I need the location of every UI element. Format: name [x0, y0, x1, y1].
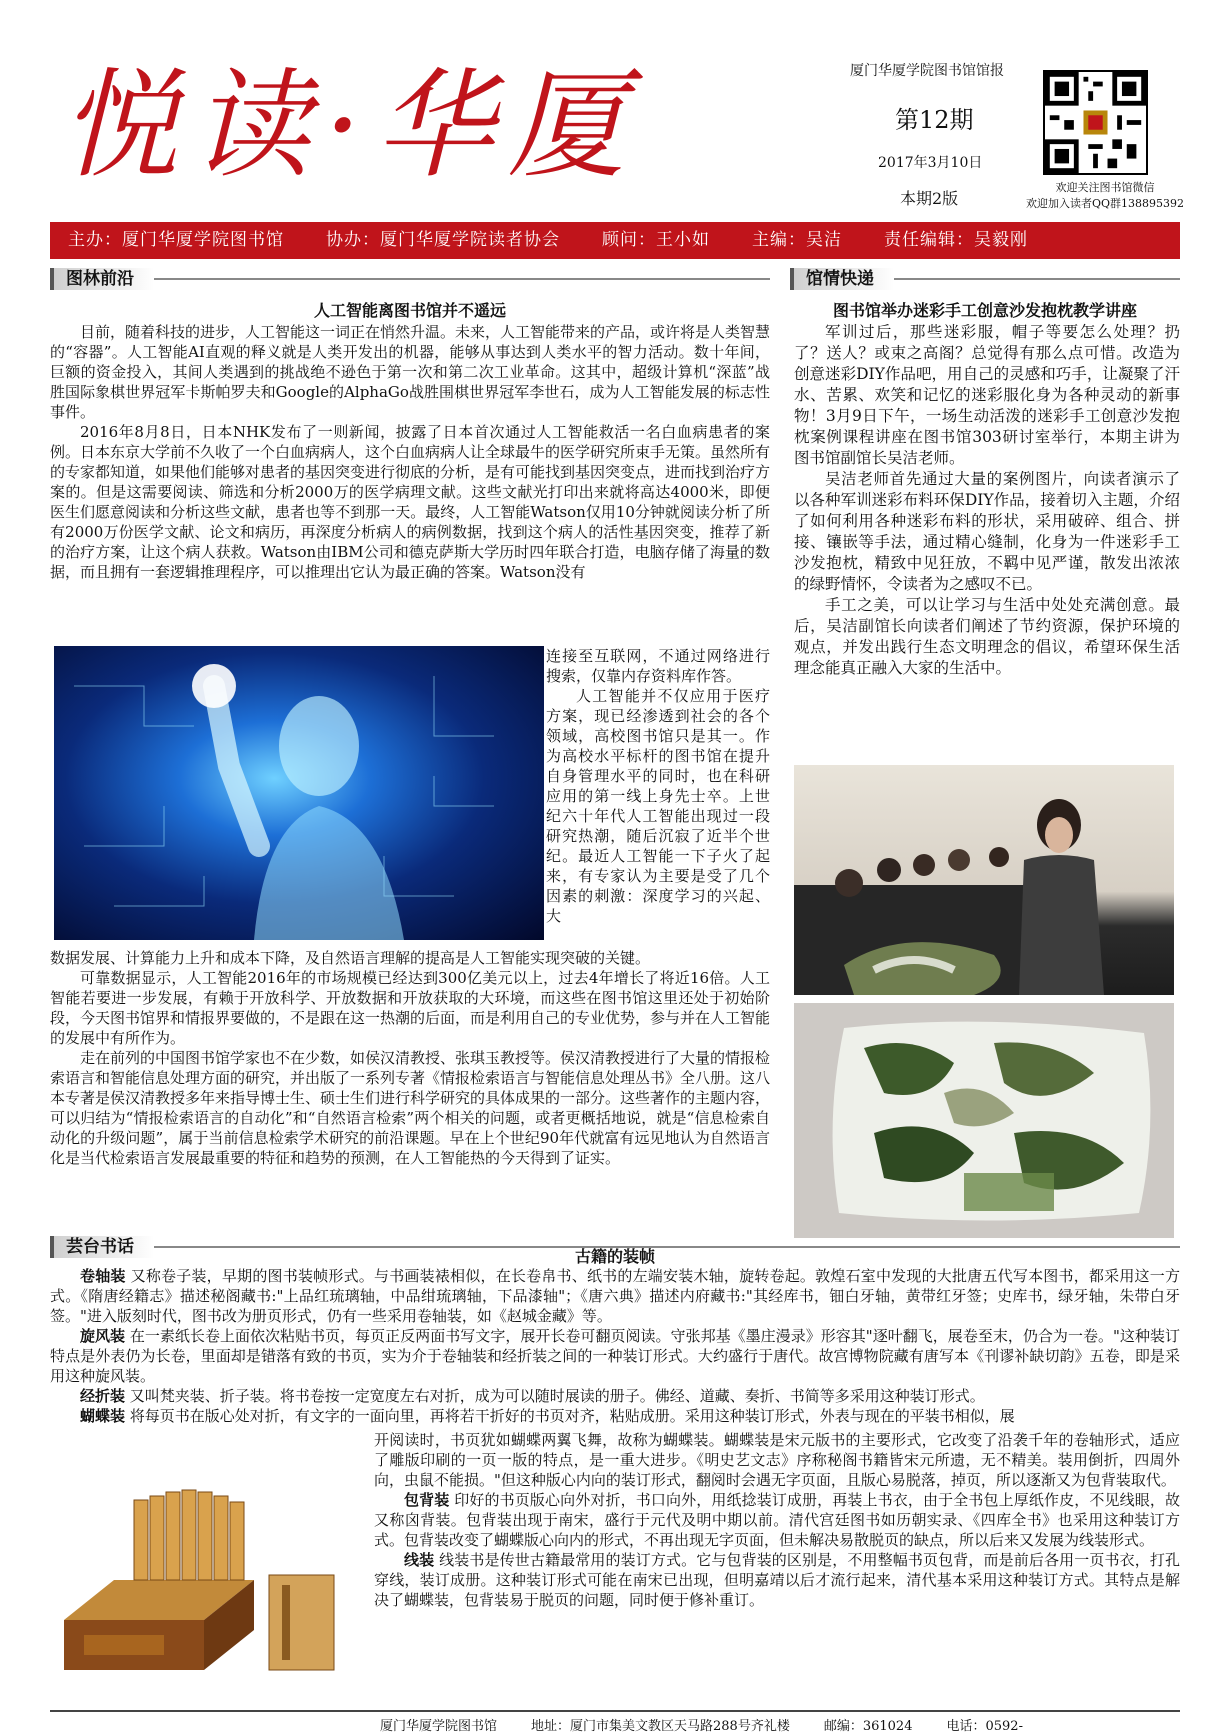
article-body-ai-bottom: [50, 948, 770, 1168]
masthead-title: 悦读·华厦: [60, 56, 640, 194]
footer: [50, 1710, 1180, 1734]
credit-editor: 主编：吴洁: [752, 230, 842, 250]
paragraph: 目前，随着科技的进步，人工智能这一词正在悄然升温。未来，人工智能带来的产品，或许将是人类智慧的“容器”。人工智能AI直观的释义就是人类开发出的机器，能够从事达到人类水平的智力活动。数十年间，巨额的资金投入，其间人类遇到的挑战绝不逊色于第一次和第二次工业革命。这其中，超级计算机“深蓝”战胜国际象棋世界冠军卡斯帕罗夫和Google的AlphaGo战胜围棋世界冠军李世石，成为人工智能发展的标志性事件。: [50, 323, 771, 421]
paragraph: [374, 1550, 1180, 1610]
section-label-left: 图林前沿: [50, 268, 154, 290]
page-count: 本期2版: [900, 189, 959, 208]
qr-code-icon: [1043, 70, 1148, 175]
term-body: 印好的书页版心向外对折，书口向外，用纸捻装订成册，再装上书衣，由于全书包上厚纸作皮，不见线眼，故又称囟背装。包背装出现于南宋，盛行于元代及明中期以前。清代宫廷图书如历朝实录、《四库全书》也采用这种装订方式。包背装改变了蝴蝶版心向内的形式，不再出现无字页面，但未解决易散脱页的缺点，所以后来又发展为线装形式。: [374, 1491, 1180, 1549]
paragraph: 2016年8月8日，日本NHK发布了一则新闻，披露了日本首次通过人工智能救活一名白血病患者的案例。日本东京大学前不久收了一个白血病病人，这个白血病病人让全球最牛的医学研究所束手无策。虽然所有的专家都知道，如果他们能够对患者的基因突变进行彻底的分析，是有可能找到基因突变点，进而找到治疗方案的。但是这需要阅读、筛选和分析2000万的医学病理文献。这些文献光打印出来就将高达4000米，即便医生们愿意阅读和分析这些文献，患者也等不到那一天。最终，人工智能Watson仅用10分钟就阅读分析了所有2000万份医学文献、论文和病历，再深度分析病人的病例数据，找到这个病人的活性基因突变，推荐了新的治疗方案，让这个病人获救。Watson由IBM公司和德克萨斯大学历时四年联合打造，电脑存储了海量的数据，而且拥有一套逻辑推理程序，可以推理出它认为最正确的答案。Watson没有: [50, 423, 771, 581]
article-title-binding: 古籍的装帧: [574, 1247, 655, 1266]
article-body-camo: [794, 322, 1180, 679]
term-wrapped-back: 包背装: [404, 1491, 450, 1509]
credit-co: 协办：厦门华厦学院读者协会: [326, 230, 560, 250]
term-body: 线装书是传世古籍最常用的装订方式。它与包背装的区别是，不用整幅书页包背，而是前后各用一页书衣，打孔穿线，装订成册。这种装订形式可能在南宋已出现，但明嘉靖以后才流行起来，清代基本采用这种装订方式。其特点是解决了蝴蝶装，包背装易于脱页的问题，同时便于修补重订。: [374, 1551, 1180, 1609]
publisher-name: 厦门华厦学院图书馆馆报: [850, 63, 1004, 79]
issue-number: 第12期: [895, 106, 974, 134]
credit-host: 主办：厦门华厦学院图书馆: [68, 230, 284, 250]
term-body: 在一素纸长卷上面依次粘贴书页，每页正反两面书写文字，展开长卷可翻页阅读。守张邦基《墨庄漫录》形容其"逐叶翻飞，展卷至末，仍合为一卷。"这种装订特点是外表仍为长卷，里面却是错落有致的书页，实为介于卷轴装和经折装之间的一种装订形式。大约盛行于唐代。故宫博物院藏有唐写本《刊谬补缺切韵》五卷，即是采用这种旋风装。: [50, 1327, 1180, 1385]
qr-note-wechat: 欢迎关注图书馆微信: [1055, 181, 1155, 194]
paragraph: 人工智能并不仅应用于医疗方案，现已经渗透到社会的各个领域，高校图书馆只是其一。作为高校水平标杆的图书馆在提升自身管理水平的同时，也在科研应用的第一线上身先士卒。上世纪六十年代人工智能出现过一段研究热潮，随后沉寂了近半个世纪。最近人工智能一下子火了起来，有专家认为主要是受了几个因素的刺激：深度学习的兴起、大: [546, 687, 770, 925]
paragraph: 军训过后，那些迷彩服，帽子等要怎么处理？扔了？送人？或束之高阁？总觉得有那么点可惜。改造为创意迷彩DIY作品吧，用自己的灵感和巧手，让凝聚了汗水、苦累、欢笑和记忆的迷彩服化身为各种灵动的新事物！3月9日下午，一场生动活泼的迷彩手工创意沙发抱枕案例课程讲座在图书馆303研讨室举行，本期主讲为图书馆副馆长吴洁老师。: [794, 323, 1180, 467]
lecture-photo: [794, 765, 1174, 995]
qr-note: [1010, 180, 1200, 212]
footer-postcode: 邮编：361024: [823, 1719, 913, 1734]
article-title-ai: 人工智能离图书馆并不遥远: [313, 301, 506, 320]
qr-note-qq: 欢迎加入读者QQ群138895392: [1025, 197, 1185, 210]
article-body-ai-top: [50, 322, 770, 582]
paragraph: 连接至互联网，不通过网络进行搜索，仅靠内存资料库作答。: [546, 647, 770, 685]
section-label-bottom: 芸台书话: [50, 1236, 154, 1258]
issue-date: 2017年3月10日: [878, 155, 983, 171]
term-whirlwind: 旋风装: [80, 1327, 126, 1345]
credit-advisor: 顾问：王小如: [602, 230, 710, 250]
article-title-camo: 图书馆举办迷彩手工创意沙发抱枕教学讲座: [832, 301, 1137, 320]
paragraph: 走在前列的中国图书馆学家也不在少数，如侯汉清教授、张琪玉教授等。侯汉清教授进行了大量的情报检索语言和智能信息处理方面的研究，并出版了一系列专著《情报检索语言与智能信息处理丛书》全八册。这八本专著是侯汉清教授多年来指导博士生、硕士生们进行科学研究的具体成果的一部分。这些著作的主题内容，可以归结为“情报检索语言的自动化”和“自然语言检索”两个相关的问题，或者更概括地说，就是“信息检索自动化的升级问题”，属于当前信息检索学术研究的前沿课题。早在上个世纪90年代就富有远见地认为自然语言化是当代检索语言发展最重要的特征和趋势的预测，在人工智能热的今天得到了证实。: [50, 1049, 771, 1167]
article-body-ai-side: [546, 646, 770, 926]
footer-lib: 厦门华厦学院图书馆: [380, 1719, 498, 1734]
term-body: 将每页书在版心处对折，有文字的一面向里，再将若干折好的书页对齐，粘贴成册。采用这种装订形式，外表与现在的平装书相似，展: [129, 1407, 1015, 1425]
camo-pillow-photo: [794, 1003, 1174, 1238]
ai-figure-image: [54, 646, 544, 940]
section-label-right: 馆情快递: [790, 268, 894, 290]
term-thread-bound: 线装: [404, 1551, 435, 1569]
term-butterfly: 蝴蝶装: [80, 1407, 126, 1425]
credits-bar: [50, 222, 1180, 259]
paragraph: 吴洁老师首先通过大量的案例图片，向读者演示了以各种军训迷彩布料环保DIY作品，接着切入主题，介绍了如何利用各种迷彩布料的形状，采用破碎、组合、拼接、镶嵌等手法，通过精心缝制，化身为一件迷彩手工沙发抱枕，精致中见狂放，不羁中见严谨，散发出浓浓的绿野情怀，令读者为之感叹不已。: [794, 470, 1180, 593]
paragraph: [50, 1326, 1180, 1386]
term-scroll: 卷轴装: [80, 1267, 126, 1285]
footer-phone: 电话：0592-: [946, 1719, 1023, 1734]
term-sutra-fold: 经折装: [80, 1387, 126, 1405]
paragraph: 数据发展、计算能力上升和成本下降，及自然语言理解的提高是人工智能实现突破的关键。: [50, 949, 651, 967]
paragraph: [50, 1406, 1180, 1426]
credit-resp: 责任编辑：吴毅刚: [884, 230, 1028, 250]
article-body-binding-right: [374, 1430, 1180, 1610]
ancient-books-image: [54, 1470, 364, 1695]
term-body: 又称卷子装，早期的图书装帧形式。与书画装裱相似，在长卷帛书、纸书的左端安装木轴，旋转卷起。敦煌石室中发现的大批唐五代写本图书，都采用这一方式。《隋唐经籍志》描述秘阁藏书:"上品红琉璃轴，中品绀琉璃轴，下品漆轴"；《唐六典》描述内府藏书:"其经库书，钿白牙轴，黄带红牙签；史库书，绿牙轴，朱带白牙签。"进入版刻时代，图书改为册页形式，仍有一些采用卷轴装，如《赵城金藏》等。: [50, 1267, 1180, 1325]
section-divider: [50, 278, 770, 280]
paragraph: [374, 1490, 1180, 1550]
footer-address: 地址：厦门市集美文教区天马路288号齐礼楼: [531, 1719, 790, 1734]
paragraph: 开阅读时，书页犹如蝴蝶两翼飞舞，故称为蝴蝶装。蝴蝶装是宋元版书的主要形式，它改变了沿袭千年的卷轴形式，适应了雕版印刷的一页一版的特点，是一重大进步。《明史艺文志》序称秘阁书籍皆宋元所遗，无不精美。装用倒折，四周外向，虫鼠不能损。"但这种版心内向的装订形式，翻阅时会遇无字页面，且版心易脱落，掉页，所以逐渐又为包背装取代。: [374, 1431, 1180, 1489]
paragraph: 可靠数据显示，人工智能2016年的市场规模已经达到300亿美元以上，过去4年增长了将近16倍。人工智能若要进一步发展，有赖于开放科学、开放数据和开放获取的大环境，而这些在图书馆这里还处于初始阶段，今天图书馆界和情报界要做的，不是跟在这一热潮的后面，而是利用自己的专业优势，参与并在人工智能的发展中有所作为。: [50, 969, 771, 1047]
term-body: 又叫梵夹装、折子装。将书卷按一定宽度左右对折，成为可以随时展读的册子。佛经、道藏、奏折、书简等多采用这种装订形式。: [129, 1387, 985, 1405]
paragraph: [50, 1386, 1180, 1406]
paragraph: [50, 1266, 1180, 1326]
article-body-binding-top: [50, 1266, 1180, 1426]
paragraph: 手工之美，可以让学习与生活中处处充满创意。最后，吴洁副馆长向读者们阐述了节约资源，保护环境的观点，并发出践行生态文明理念的倡议，希望环保生活理念能真正融入大家的生活中。: [794, 596, 1180, 677]
